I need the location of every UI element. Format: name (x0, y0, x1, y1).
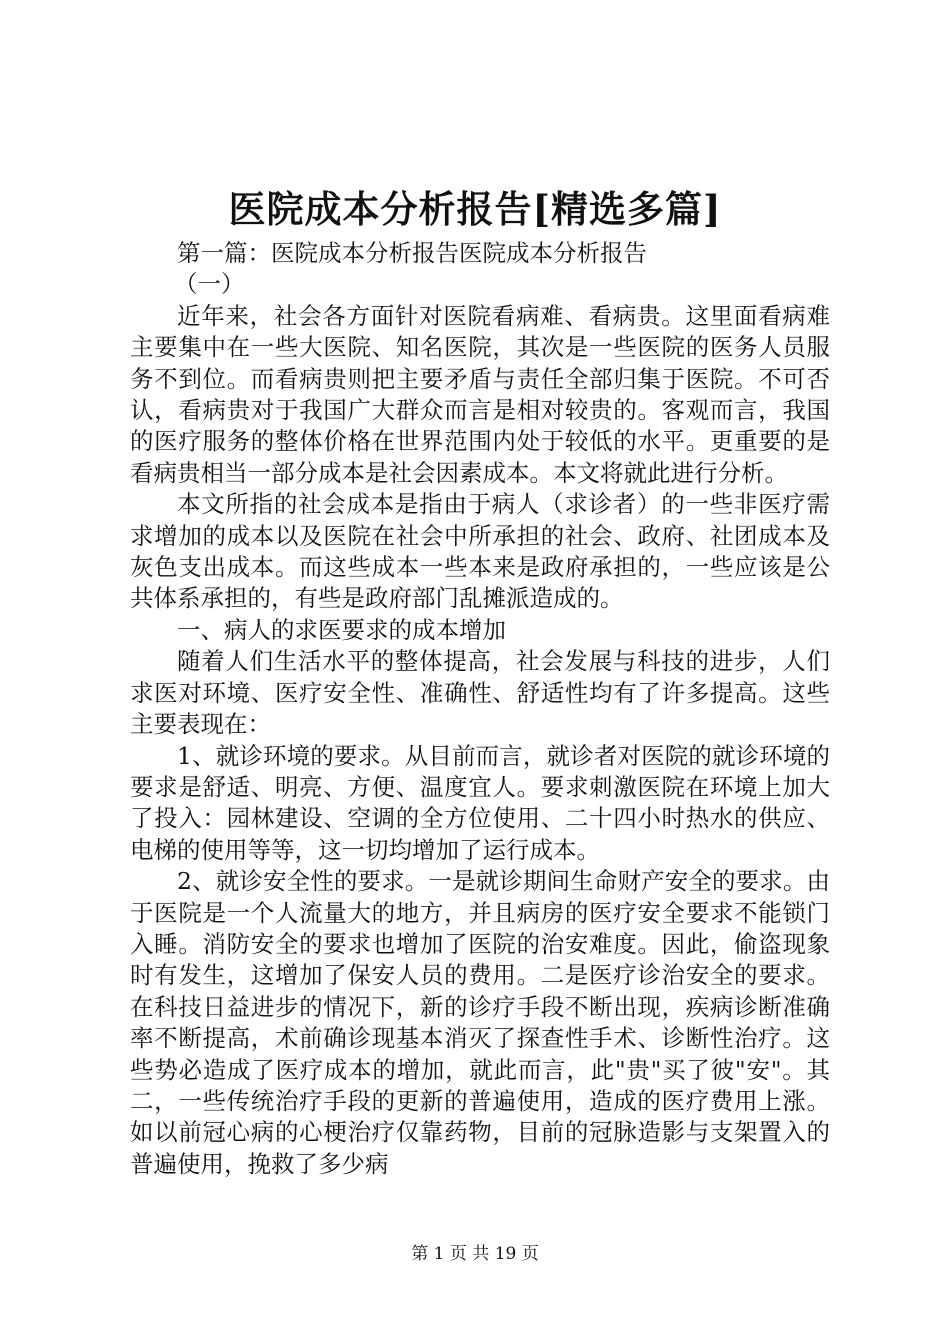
paragraph: 2、就诊安全性的要求。一是就诊期间生命财产安全的要求。由于医院是一个人流量大的地方，并且病房的医疗安全要求不能锁门入睡。消防安全的要求也增加了医院的治安难度。因此，偷盗现象时有发生，这增加了保安人员的费用。二是医疗诊治安全的要求。在科技日益进步的情况下，新的诊疗手段不断出现，疾病诊断准确率不断提高，术前确诊现基本消灭了探查性手术、诊断性治疗。这些势必造成了医疗成本的增加，就此而言，此"贵"买了彼"安"。其二，一些传统治疗手段的更新的普遍使用，造成的医疗费用上涨。如以前冠心病的心梗治疗仅靠药物，目前的冠脉造影与支架置入的普遍使用，挽救了多少病 (130, 867, 830, 1178)
paragraph: 本文所指的社会成本是指由于病人（求诊者）的一些非医疗需求增加的成本以及医院在社会中所承担的社会、政府、社团成本及灰色支出成本。而这些成本一些本来是政府承担的，一些应该是公共体系承担的，有些是政府部门乱摊派造成的。 (130, 490, 830, 613)
paragraph: 随着人们生活水平的整体提高，社会发展与科技的进步，人们求医对环境、医疗安全性、准确性、舒适性均有了许多提高。这些主要表现在： (130, 647, 830, 739)
paragraph: 1、就诊环境的要求。从目前而言，就诊者对医院的就诊环境的要求是舒适、明亮、方便、温度宜人。要求刺激医院在环境上加大了投入：园林建设、空调的全方位使用、二十四小时热水的供应、电梯的使用等等，这一切均增加了运行成本。 (130, 741, 830, 864)
subsection-number: （一） (174, 270, 245, 299)
section-heading: 第一篇：医院成本分析报告医院成本分析报告 (177, 239, 647, 267)
document-body (130, 238, 830, 1180)
subheading: 一、病人的求医要求的成本增加 (177, 615, 506, 644)
page-footer: 第 1 页 共 19 页 (411, 1244, 539, 1264)
document-title: 医院成本分析报告[精选多篇] (228, 187, 722, 231)
paragraph: 近年来，社会各方面针对医院看病难、看病贵。这里面看病难主要集中在一些大医院、知名医院，其次是一些医院的医务人员服务不到位。而看病贵则把主要矛盾与责任全部归集于医院。不可否认，看病贵对于我国广大群众而言是相对较贵的。客观而言，我国的医疗服务的整体价格在世界范围内处于较低的水平。更重要的是看病贵相当一部分成本是社会因素成本。本文将就此进行分析。 (130, 301, 830, 487)
